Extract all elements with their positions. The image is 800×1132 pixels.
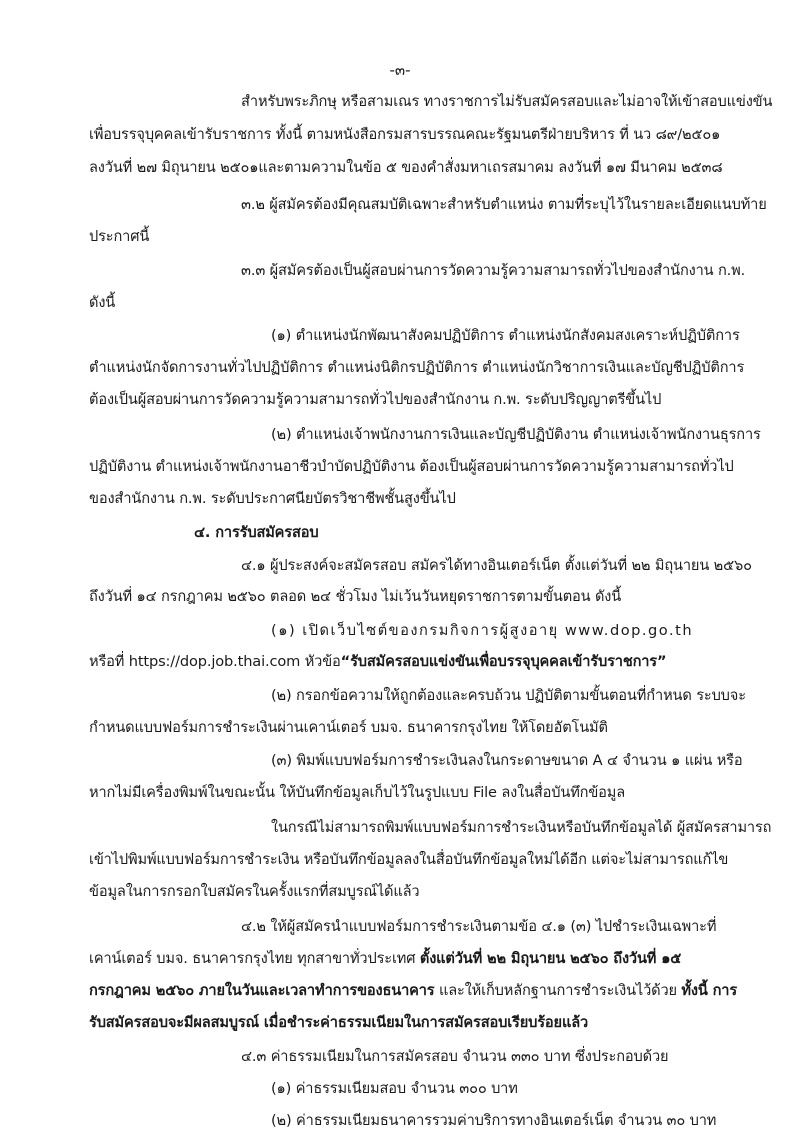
- text-line: [89, 981, 737, 1001]
- text-line: ๔.๒ ให้ผู้สมัครนำแบบฟอร์มการชำระเงินตามข้อ ๔.๑ (๓) ไปชำระเงินเฉพาะที่: [241, 918, 717, 935]
- text-line: ในกรณีไม่สามารถพิมพ์แบบฟอร์มการชำระเงินหรือบันทึกข้อมูลได้ ผู้สมัครสามารถ: [271, 819, 772, 836]
- text-line: ต้องเป็นผู้สอบผ่านการวัดความรู้ความสามารถทั่วไปของสำนักงาน ก.พ. ระดับปริญญาตรีขึ้นไป: [89, 391, 662, 408]
- text-line: (๑) ตำแหน่งนักพัฒนาสังคมปฏิบัติการ ตำแหน่งนักสังคมสงเคราะห์ปฏิบัติการ: [271, 327, 740, 344]
- text-line: (๒) ตำแหน่งเจ้าพนักงานการเงินและบัญชีปฏิบัติงาน ตำแหน่งเจ้าพนักงานธุรการ: [271, 426, 761, 443]
- text-line: ตำแหน่งนักจัดการงานทั่วไปปฏิบัติการ ตำแหน่งนิติกรปฏิบัติการ ตำแหน่งนักวิชาการเงินและบัญชีปฏิบัติการ: [89, 359, 745, 376]
- text-line: (๒) กรอกข้อความให้ถูกต้องและครบถ้วน ปฏิบัติตามขั้นตอนที่กำหนด ระบบจะ: [271, 687, 746, 704]
- text-segment: และให้เก็บหลักฐานการชำระเงินไว้ด้วย: [438, 982, 677, 999]
- emphasis-text: กรกฎาคม ๒๕๖๐ ภายในวันและเวลาทำการของธนาคาร: [89, 982, 435, 999]
- text-line: ดังนี้: [89, 294, 116, 311]
- text-segment: หรือที่ https://dop.job.thai.com หัวข้อ: [89, 653, 341, 670]
- text-line: [89, 652, 666, 672]
- text-line: [89, 949, 681, 969]
- text-line: (๒) ค่าธรรมเนียมธนาคารรวมค่าบริการทางอินเตอร์เน็ต จำนวน ๓๐ บาท: [271, 1112, 717, 1129]
- text-line: ปฏิบัติงาน ตำแหน่งเจ้าพนักงานอาชีวบำบัดปฏิบัติงาน ต้องเป็นผู้สอบผ่านการวัดความรู้ความสามารถทั่วไป: [89, 458, 734, 475]
- emphasis-text: ทั้งนี้ การ: [681, 982, 738, 999]
- text-line: ๔.๓ ค่าธรรมเนียมในการสมัครสอบ จำนวน ๓๓๐ บาท ซึ่งประกอบด้วย: [241, 1048, 669, 1065]
- text-line: ลงวันที่ ๒๗ มิถุนายน ๒๕๐๑และตามความในข้อ ๕ ของคำสั่งมหาเถรสมาคม ลงวันที่ ๑๗ มีนาคม ๒๕๓๘: [89, 159, 723, 176]
- text-line: ถึงวันที่ ๑๔ กรกฎาคม ๒๕๖๐ ตลอด ๒๔ ชั่วโมง ไม่เว้นวันหยุดราชการตามขั้นตอน ดังนี้: [89, 588, 622, 605]
- text-line: ประกาศนี้: [89, 228, 150, 245]
- page-number: -๓-: [389, 61, 411, 79]
- text-line: (๓) พิมพ์แบบฟอร์มการชำระเงินลงในกระดาษขนาด A ๔ จำนวน ๑ แผ่น หรือ: [271, 752, 743, 769]
- section-heading: ๔. การรับสมัครสอบ: [194, 524, 319, 541]
- text-line: ของสำนักงาน ก.พ. ระดับประกาศนียบัตรวิชาชีพชั้นสูงขึ้นไป: [89, 490, 456, 507]
- emphasis-text: “รับสมัครสอบแข่งขันเพื่อบรรจุบุคคลเข้ารับราชการ”: [340, 653, 667, 670]
- text-line: เพื่อบรรจุบุคคลเข้ารับราชการ ทั้งนี้ ตามหนังสือกรมสารบรรณคณะรัฐมนตรีฝ่ายบริหาร ที่ นว ๘๙/๒๕๐๑: [89, 126, 721, 143]
- text-line: (๑) ค่าธรรมเนียมสอบ จำนวน ๓๐๐ บาท: [271, 1080, 518, 1097]
- text-line: หากไม่มีเครื่องพิมพ์ในขณะนั้น ให้บันทึกข้อมูลเก็บไว้ในรูปแบบ File ลงในสื่อบันทึกข้อมูล: [89, 784, 626, 801]
- text-segment: เคาน์เตอร์ บมจ. ธนาคารกรุงไทย ทุกสาขาทั่วประเทศ: [89, 950, 416, 967]
- text-line: เข้าไปพิมพ์แบบฟอร์มการชำระเงิน หรือบันทึกข้อมูลลงในสื่อบันทึกข้อมูลใหม่ได้อีก แต่จะไม่สามารถแก้ไข: [89, 851, 729, 868]
- emphasis-line: รับสมัครสอบจะมีผลสมบูรณ์ เมื่อชำระค่าธรรมเนียมในการสมัครสอบเรียบร้อยแล้ว: [89, 1014, 589, 1031]
- text-line: ๔.๑ ผู้ประสงค์จะสมัครสอบ สมัครได้ทางอินเตอร์เน็ต ตั้งแต่วันที่ ๒๒ มิถุนายน ๒๕๖๐: [241, 557, 752, 574]
- text-line: ๓.๓ ผู้สมัครต้องเป็นผู้สอบผ่านการวัดความรู้ความสามารถทั่วไปของสำนักงาน ก.พ.: [241, 262, 746, 279]
- text-line: ข้อมูลในการกรอกใบสมัครในครั้งแรกที่สมบูรณ์ได้แล้ว: [89, 883, 420, 900]
- text-line: ๓.๒ ผู้สมัครต้องมีคุณสมบัติเฉพาะสำหรับตำแหน่ง ตามที่ระบุไว้ในรายละเอียดแนบท้าย: [241, 196, 767, 213]
- text-line: (๑) เปิดเว็บไซต์ของกรมกิจการผู้สูงอายุ www.dop.go.th: [271, 622, 694, 639]
- emphasis-text: ตั้งแต่วันที่ ๒๒ มิถุนายน ๒๕๖๐ ถึงวันที่ ๑๕: [419, 950, 682, 967]
- text-line: กำหนดแบบฟอร์มการชำระเงินผ่านเคาน์เตอร์ บมจ. ธนาคารกรุงไทย ให้โดยอัตโนมัติ: [89, 719, 608, 736]
- text-line: สำหรับพระภิกษุ หรือสามเณร ทางราชการไม่รับสมัครสอบและไม่อาจให้เข้าสอบแข่งขัน: [241, 93, 773, 110]
